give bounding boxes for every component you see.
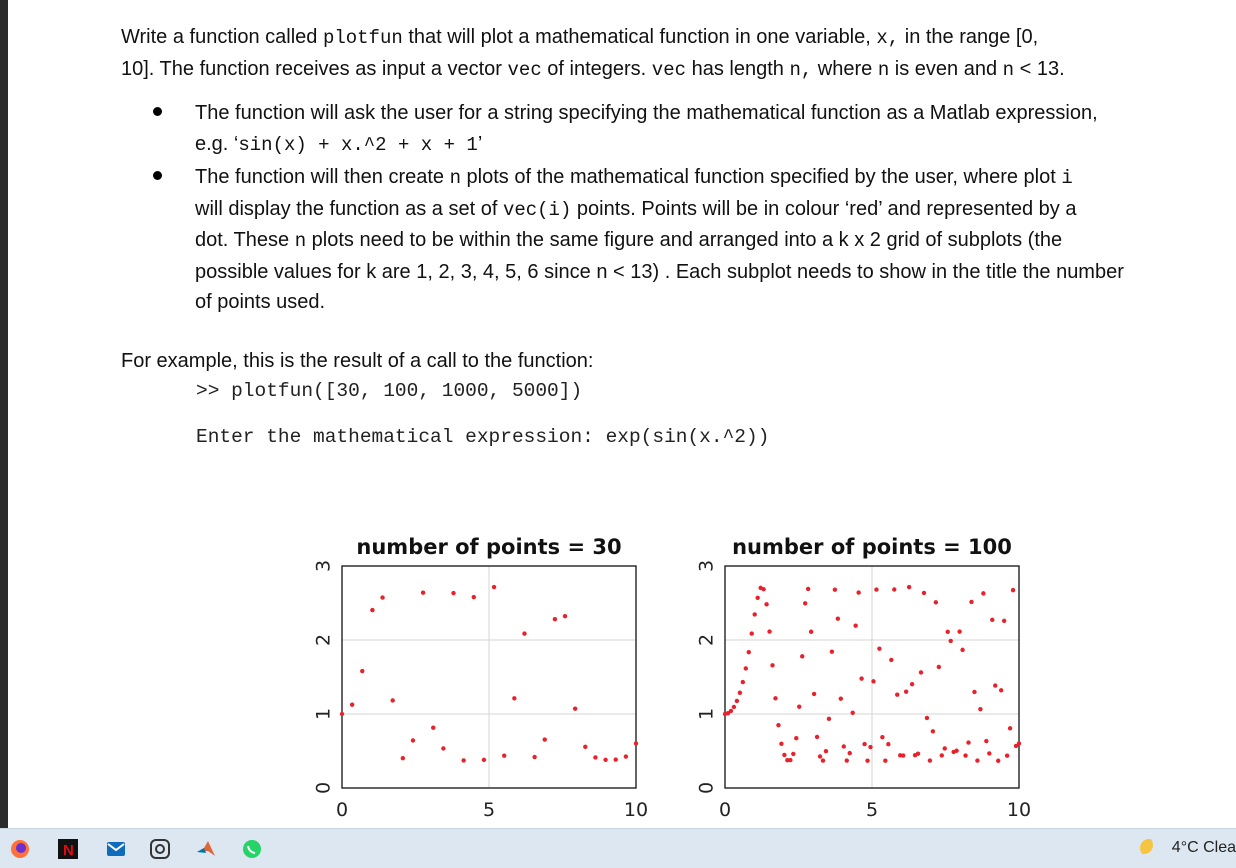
data-point [865, 759, 869, 763]
data-point [752, 612, 756, 616]
bullet-text: of points used. [195, 291, 326, 313]
whatsapp-icon[interactable] [242, 839, 262, 859]
data-point [350, 702, 354, 706]
data-point [895, 692, 899, 696]
data-point [999, 688, 1003, 692]
weather-text: 4°C Clea [1171, 839, 1236, 857]
firefox-icon[interactable] [10, 839, 30, 859]
bullet-text: plots need to be within the same figure and arranged into a k x 2 grid of subplots (the [306, 229, 1063, 251]
data-point [907, 585, 911, 589]
data-point [800, 654, 804, 658]
data-point [794, 736, 798, 740]
data-point [603, 758, 607, 762]
data-point [957, 629, 961, 633]
var-vec-i: vec(i) [502, 198, 572, 221]
var-vec: vec [507, 59, 542, 81]
taskbar [0, 828, 1236, 868]
data-point [776, 723, 780, 727]
data-point [755, 596, 759, 600]
data-point [624, 754, 628, 758]
data-point [1002, 619, 1006, 623]
data-point [1017, 741, 1021, 745]
data-point [340, 712, 344, 716]
data-point [845, 758, 849, 762]
data-point [421, 591, 425, 595]
data-point [779, 742, 783, 746]
data-point [732, 705, 736, 709]
y-tick-label: 2 [695, 633, 718, 647]
data-point [770, 663, 774, 667]
data-point [782, 753, 786, 757]
data-point [937, 665, 941, 669]
subplot-title: number of points = 100 [732, 535, 1012, 559]
data-point [853, 623, 857, 627]
data-point [815, 735, 819, 739]
y-tick-label: 0 [312, 781, 335, 795]
data-point [910, 682, 914, 686]
data-point [431, 726, 435, 730]
netflix-icon[interactable] [58, 839, 78, 859]
data-point [1011, 588, 1015, 592]
data-point [744, 666, 748, 670]
y-tick-label: 2 [312, 633, 335, 647]
data-point [553, 617, 557, 621]
data-point [788, 758, 792, 762]
data-point [946, 630, 950, 634]
function-name: plotfun [322, 27, 403, 49]
data-point [492, 585, 496, 589]
data-point [370, 608, 374, 612]
var-n: n [1002, 59, 1015, 81]
data-point [928, 758, 932, 762]
data-point [563, 614, 567, 618]
data-point [502, 753, 506, 757]
x-tick-label: 0 [335, 799, 349, 821]
data-point [738, 691, 742, 695]
data-point [904, 690, 908, 694]
data-point [750, 631, 754, 635]
data-point [886, 742, 890, 746]
data-point [761, 587, 765, 591]
data-point [883, 758, 887, 762]
intro-text: in the range [0, [899, 26, 1039, 48]
data-point [948, 639, 952, 643]
data-point [401, 756, 405, 760]
data-point [943, 746, 947, 750]
data-point [482, 758, 486, 762]
bullet-text: points. Points will be in colour ‘red’ and represented by a [571, 197, 1077, 220]
data-point [818, 754, 822, 758]
data-point [871, 679, 875, 683]
data-point [993, 683, 997, 687]
intro-text: where [812, 58, 878, 80]
bullet-text: plots of the mathematical function specified by the user, where plot [461, 166, 1062, 188]
intro-text: that will plot a mathematical function in one variable, [402, 26, 877, 48]
data-point [892, 587, 896, 591]
data-point [856, 590, 860, 594]
data-point [543, 737, 547, 741]
bullet-text: will display the function as a set of [195, 197, 503, 220]
data-point [583, 745, 587, 749]
data-point [984, 739, 988, 743]
intro-text: < 13. [1014, 58, 1065, 80]
x-tick-label: 0 [718, 799, 732, 821]
data-point [741, 680, 745, 684]
data-point [975, 758, 979, 762]
data-point [806, 587, 810, 591]
data-point [1008, 726, 1012, 730]
data-point [735, 699, 739, 703]
intro-text: 10]. The function receives as input a vector [121, 58, 508, 80]
data-point [972, 690, 976, 694]
data-point [1005, 753, 1009, 757]
var-i: i [1061, 167, 1073, 189]
data-point [573, 706, 577, 710]
x-tick-label: 10 [1006, 799, 1032, 821]
data-point [827, 717, 831, 721]
data-point [461, 758, 465, 762]
data-point [859, 676, 863, 680]
data-point [729, 709, 733, 713]
data-point [791, 752, 795, 756]
data-point [839, 696, 843, 700]
bullet-text: e.g. ‘ [195, 132, 239, 155]
data-point [809, 630, 813, 634]
data-point [862, 742, 866, 746]
data-point [441, 746, 445, 750]
bullet-text: The function will then create [195, 166, 450, 188]
var-n: n [294, 230, 307, 252]
data-point [966, 740, 970, 744]
matlab-icon[interactable] [196, 839, 216, 859]
y-tick-label: 1 [312, 707, 335, 721]
y-tick-label: 3 [312, 559, 335, 573]
data-point [960, 648, 964, 652]
data-point [922, 591, 926, 595]
data-point [532, 755, 536, 759]
bullet-text: dot. These [195, 229, 295, 251]
data-point [614, 757, 618, 761]
data-point [916, 751, 920, 755]
intro-text: of integers. [541, 58, 652, 80]
data-point [360, 669, 364, 673]
code-prompt-line: Enter the mathematical expression: exp(sin(x.^2)) [196, 426, 770, 448]
bullet-text: ’ [477, 132, 483, 155]
var-x: x, [876, 27, 900, 49]
data-point [987, 751, 991, 755]
x-tick-label: 5 [865, 799, 879, 821]
data-point [954, 749, 958, 753]
data-point [773, 696, 777, 700]
data-point [919, 670, 923, 674]
data-point [824, 749, 828, 753]
subplot-title: number of points = 30 [356, 535, 622, 559]
x-tick-label: 5 [482, 799, 496, 821]
subplot-2 [696, 535, 1032, 821]
intro-text: Write a function called [121, 26, 323, 48]
data-point [803, 601, 807, 605]
data-point [797, 705, 801, 709]
y-tick-label: 0 [695, 781, 718, 795]
data-point [848, 751, 852, 755]
intro-text: has length [686, 58, 790, 80]
data-point [634, 741, 638, 745]
svg-text:N: N [63, 842, 74, 859]
data-point [411, 738, 415, 742]
intro-text: is even and [889, 58, 1003, 80]
data-point [990, 618, 994, 622]
data-point [830, 650, 834, 654]
data-point [390, 698, 394, 702]
data-point [472, 595, 476, 599]
bullet-text: The function will ask the user for a string specifying the mathematical function as a Matlab expression, [195, 102, 1098, 124]
data-point [836, 617, 840, 621]
data-point [380, 595, 384, 599]
data-point [747, 650, 751, 654]
data-point [764, 602, 768, 606]
data-point [512, 696, 516, 700]
data-point [981, 591, 985, 595]
data-point [842, 744, 846, 748]
data-point [874, 587, 878, 591]
data-point [593, 755, 597, 759]
data-point [925, 716, 929, 720]
data-point [940, 753, 944, 757]
data-point [850, 711, 854, 715]
example-intro: For example, this is the result of a call to the function: [121, 349, 594, 372]
weather-widget[interactable] [1140, 839, 1236, 857]
data-point [996, 759, 1000, 763]
data-point [821, 758, 825, 762]
data-point [767, 629, 771, 633]
subplot-1 [313, 535, 649, 821]
y-tick-label: 1 [695, 707, 718, 721]
data-point [833, 587, 837, 591]
var-n: n [877, 59, 890, 81]
data-point [963, 753, 967, 757]
data-point [868, 745, 872, 749]
data-point [451, 591, 455, 595]
data-point [931, 729, 935, 733]
example-expression: sin(x) + x.^2 + x + 1 [238, 133, 478, 156]
data-point [901, 753, 905, 757]
data-point [969, 600, 973, 604]
data-point [889, 658, 893, 662]
var-vec: vec [651, 59, 687, 81]
moon-icon [1140, 839, 1158, 857]
mail-icon[interactable] [106, 839, 126, 859]
y-tick-label: 3 [695, 559, 718, 573]
data-point [880, 735, 884, 739]
data-point [877, 646, 881, 650]
data-point [934, 600, 938, 604]
var-n: n, [789, 59, 813, 81]
code-call-line: >> plotfun([30, 100, 1000, 5000]) [196, 380, 583, 402]
var-n: n [449, 167, 461, 189]
bullet-text: possible values for k are 1, 2, 3, 4, 5, 6 since n < 13) . Each subplot needs to show in the title the number [195, 260, 1124, 283]
data-point [812, 692, 816, 696]
data-point [978, 707, 982, 711]
x-tick-label: 10 [623, 799, 649, 821]
data-point [522, 631, 526, 635]
instagram-icon[interactable] [150, 839, 170, 859]
